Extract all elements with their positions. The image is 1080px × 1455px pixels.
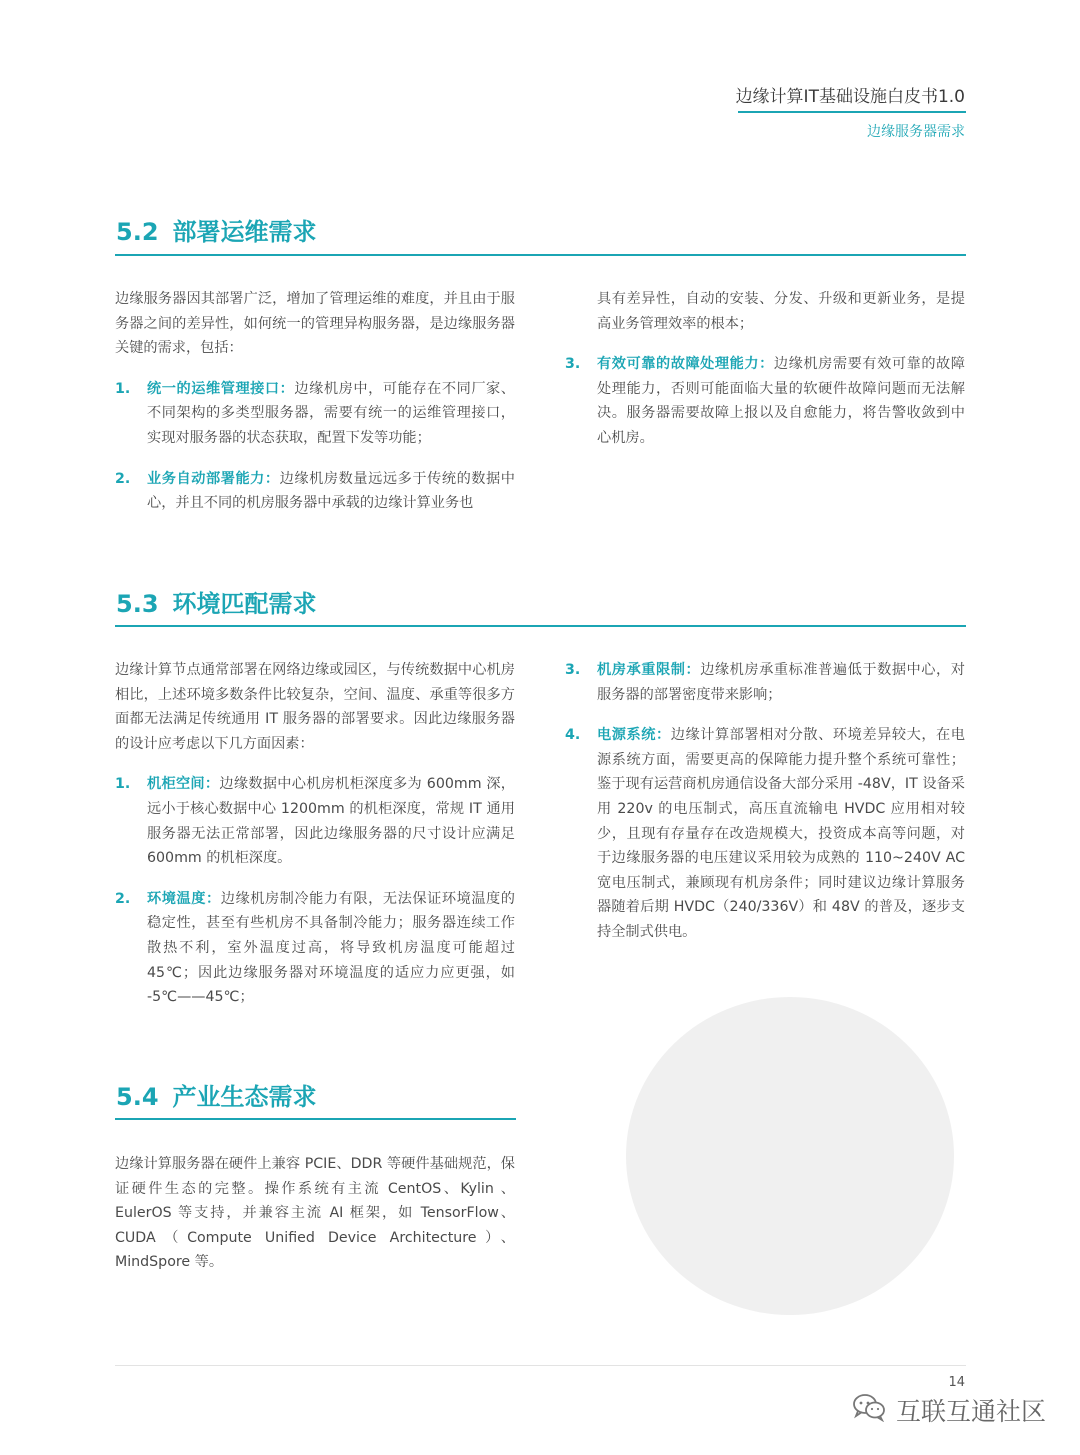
list-item xyxy=(115,772,515,870)
item-number: 3. xyxy=(565,356,581,373)
item-text: 边缘机房制冷能力有限，无法保证环境温度的稳定性，甚至有些机房不具备制冷能力；服务器连续工作散热不利，室外温度过高，将导致机房温度可能超过 45℃；因此边缘服务器对环境温度的适应力应更强，如 -5℃——45℃； xyxy=(147,890,515,1006)
section-heading: 部署运维需求 xyxy=(172,218,317,246)
section-title-5-3 xyxy=(116,584,317,619)
item-heading: 业务自动部署能力： xyxy=(147,470,280,487)
section-number: 5.2 xyxy=(116,218,159,246)
section-heading: 产业生态需求 xyxy=(172,1083,317,1111)
item-heading: 有效可靠的故障处理能力： xyxy=(597,356,774,373)
s52-right-column xyxy=(565,287,965,451)
s54-column xyxy=(115,1152,515,1275)
section-heading: 环境匹配需求 xyxy=(172,590,317,618)
section-title-5-2 xyxy=(116,212,317,247)
section-rule xyxy=(115,625,966,627)
item-text: 具有差异性，自动的安装、分发、升级和更新业务，是提高业务管理效率的根本； xyxy=(597,291,965,332)
item-text: 边缘机房承重标准普遍低于数据中心，对服务器的部署密度带来影响； xyxy=(597,662,965,703)
item-heading: 电源系统： xyxy=(597,727,671,744)
s52-left-column xyxy=(115,287,515,516)
watermark xyxy=(852,1392,1046,1428)
item-number: 3. xyxy=(565,662,581,678)
list-item xyxy=(565,723,965,944)
list-item xyxy=(115,467,515,516)
header-rule xyxy=(738,111,966,113)
item-number: 1. xyxy=(115,380,131,397)
section-rule xyxy=(115,1118,516,1120)
item-heading: 统一的运维管理接口： xyxy=(147,380,295,397)
section-rule xyxy=(115,254,966,256)
section-number: 5.4 xyxy=(116,1083,159,1111)
footer-rule xyxy=(115,1365,966,1366)
s53-left-column xyxy=(115,658,515,1010)
list-item xyxy=(115,377,515,451)
item-number: 1. xyxy=(115,776,131,793)
header-title: 边缘计算IT基础设施白皮书1.0 xyxy=(735,87,965,107)
item-text: 边缘机房数量远远多于传统的数据中心，并且不同的机房服务器中承载的边缘计算业务也 xyxy=(147,470,515,512)
list-item xyxy=(115,887,515,1010)
item-number: 2. xyxy=(115,890,131,907)
s53-right-column xyxy=(565,658,965,945)
item-number: 2. xyxy=(115,470,131,487)
decorative-circle xyxy=(626,997,954,1315)
wechat-icon xyxy=(852,1392,886,1428)
list-item xyxy=(565,658,965,707)
item-number: 4. xyxy=(565,727,581,744)
page-number: 14 xyxy=(948,1375,965,1390)
item-text: 边缘机房中，可能存在不同厂家、不同架构的多类型服务器，需要有统一的运维管理接口，实现对服务器的状态获取，配置下发等功能； xyxy=(147,380,515,446)
item-heading: 机房承重限制： xyxy=(597,662,701,678)
item-heading: 环境温度： xyxy=(147,890,221,907)
paragraph: 边缘计算节点通常部署在网络边缘或园区，与传统数据中心机房相比，上述环境多数条件比较复杂，空间、温度、承重等很多方面都无法满足传统通用 IT 服务器的部署要求。因此边缘服务器的设计应考虑以下几方面因素： xyxy=(115,662,515,752)
list-item-continuation xyxy=(565,287,965,336)
header-subtitle: 边缘服务器需求 xyxy=(867,124,965,140)
item-text: 边缘数据中心机房机柜深度多为 600mm 深，远小于核心数据中心 1200mm 的机柜深度，常规 IT 通用服务器无法正常部署，因此边缘服务器的尺寸设计应满足 600mm 的机柜深度。 xyxy=(147,776,515,867)
item-text: 边缘机房需要有效可靠的故障处理能力，否则可能面临大量的软硬件故障问题而无法解决。服务器需要故障上报以及自愈能力，将告警收敛到中心机房。 xyxy=(597,356,965,446)
section-title-5-4 xyxy=(116,1077,317,1112)
section-number: 5.3 xyxy=(116,590,159,618)
paragraph: 边缘服务器因其部署广泛，增加了管理运维的难度，并且由于服务器之间的差异性，如何统一的管理异构服务器，是边缘服务器关键的需求，包括： xyxy=(115,291,515,357)
item-text: 边缘计算部署相对分散、环境差异较大，在电源系统方面，需要更高的保障能力提升整个系统可靠性；鉴于现有运营商机房通信设备大部分采用 -48V，IT 设备采用 220v 的电压制式，高压直流输电 HVDC 应用相对较少，且现有存量存在改造规模大，投资成本高等问题，对于边缘服务器的电压建议采用较为成熟的 110~240V AC 宽电压制式，兼顾现有机房条件；同时建议边缘计算服务器随着后期 HVDC（240/336V）和 48V 的普及，逐步支持全制式供电。 xyxy=(597,727,965,940)
paragraph: 边缘计算服务器在硬件上兼容 PCIE、DDR 等硬件基础规范，保证硬件生态的完整。操作系统有主流 CentOS、Kylin 、EulerOS 等支持，并兼容主流 AI 框架，如 TensorFlow、CUDA（Compute Unified Device Architecture）、MindSpore 等。 xyxy=(115,1156,515,1271)
watermark-text: 互联互通社区 xyxy=(895,1397,1046,1426)
list-item xyxy=(565,352,965,450)
item-heading: 机柜空间： xyxy=(147,776,220,793)
